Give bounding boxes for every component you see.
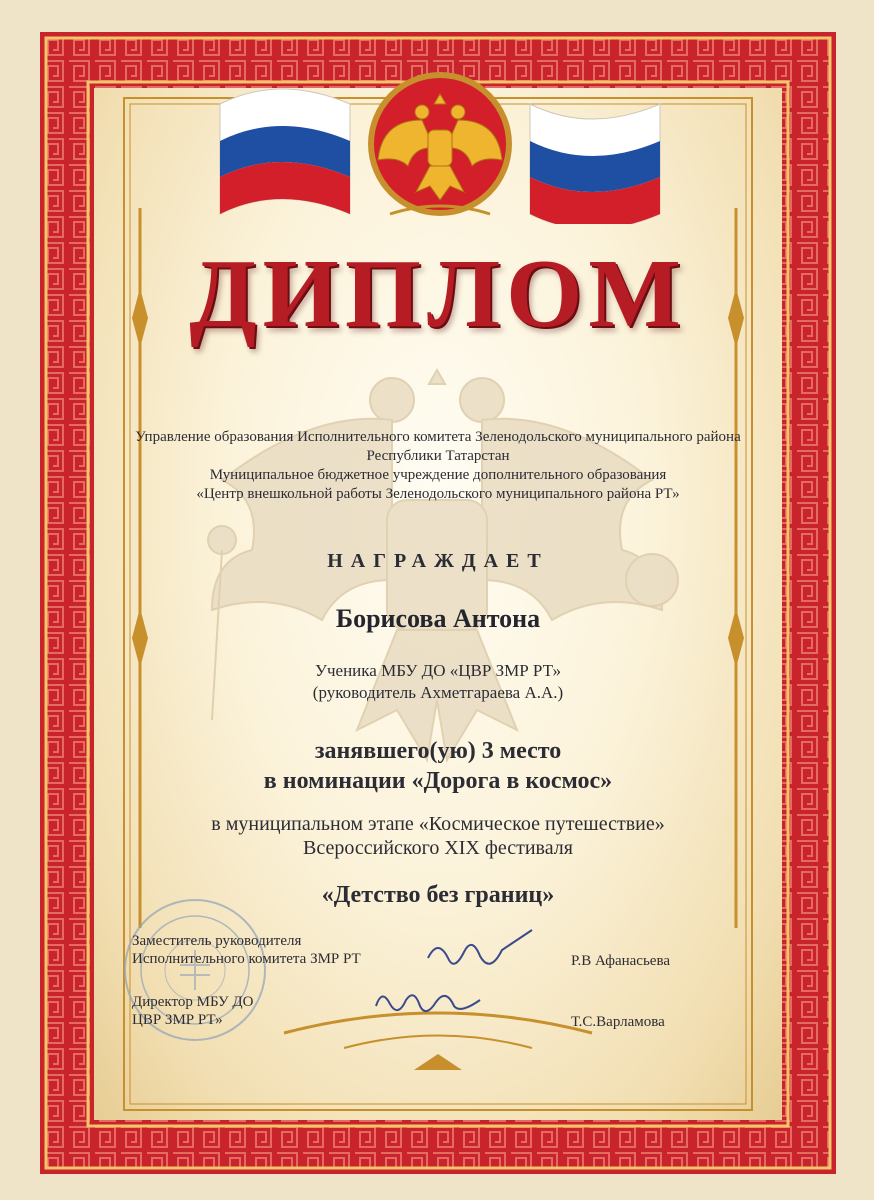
awards-heading: НАГРАЖДАЕТ (327, 550, 549, 572)
place-info (94, 736, 782, 796)
org-line-2: Республики Татарстан (366, 448, 510, 464)
place-line-2: в номинации «Дорога в космос» (263, 768, 613, 794)
student-line-1: Ученика МБУ ДО «ЦВР ЗМР РТ» (314, 661, 562, 680)
diploma-title: ДИПЛОМ (189, 240, 687, 348)
flag-emblem-banner (210, 64, 670, 224)
signer-2-role-line-1: Директор МБУ ДО (132, 994, 254, 1010)
festival-name: «Детство без границ» (321, 882, 555, 908)
stage-line-1: в муниципальном этапе «Космическое путешествие» (211, 813, 665, 835)
signer-1-role-line-2: Исполнительного комитета ЗМР РТ (132, 951, 361, 967)
stage-line-2: Всероссийского XIX фестиваля (303, 837, 573, 859)
student-line-2: (руководитель Ахметгараева А.А.) (312, 683, 564, 702)
signer-2-role-line-2: ЦВР ЗМР РТ» (132, 1012, 223, 1028)
signer-1-role-line-1: Заместитель руководителя (132, 933, 302, 949)
recipient-name: Борисова Антона (335, 604, 541, 633)
signature-2 (370, 980, 500, 1024)
org-line-4: «Центр внешкольной работы Зеленодольского муниципального района РТ» (196, 486, 680, 502)
student-info (94, 660, 782, 704)
eagle-watermark (182, 360, 692, 800)
signer-1-role (132, 932, 361, 968)
signer-2-role (132, 993, 253, 1029)
org-line-3: Муниципальное бюджетное учреждение дополнительного образования (209, 467, 667, 483)
signer-2-name: Т.С.Варламова (571, 1014, 665, 1030)
signature-1 (420, 928, 560, 978)
signer-1-name: Р.В Афанасьева (571, 953, 670, 969)
org-line-1: Управление образования Исполнительного комитета Зеленодольского муниципального района (135, 429, 741, 445)
stage-info (94, 812, 782, 860)
place-line-1: занявшего(ую) 3 место (314, 738, 562, 764)
organization-block (94, 428, 782, 504)
